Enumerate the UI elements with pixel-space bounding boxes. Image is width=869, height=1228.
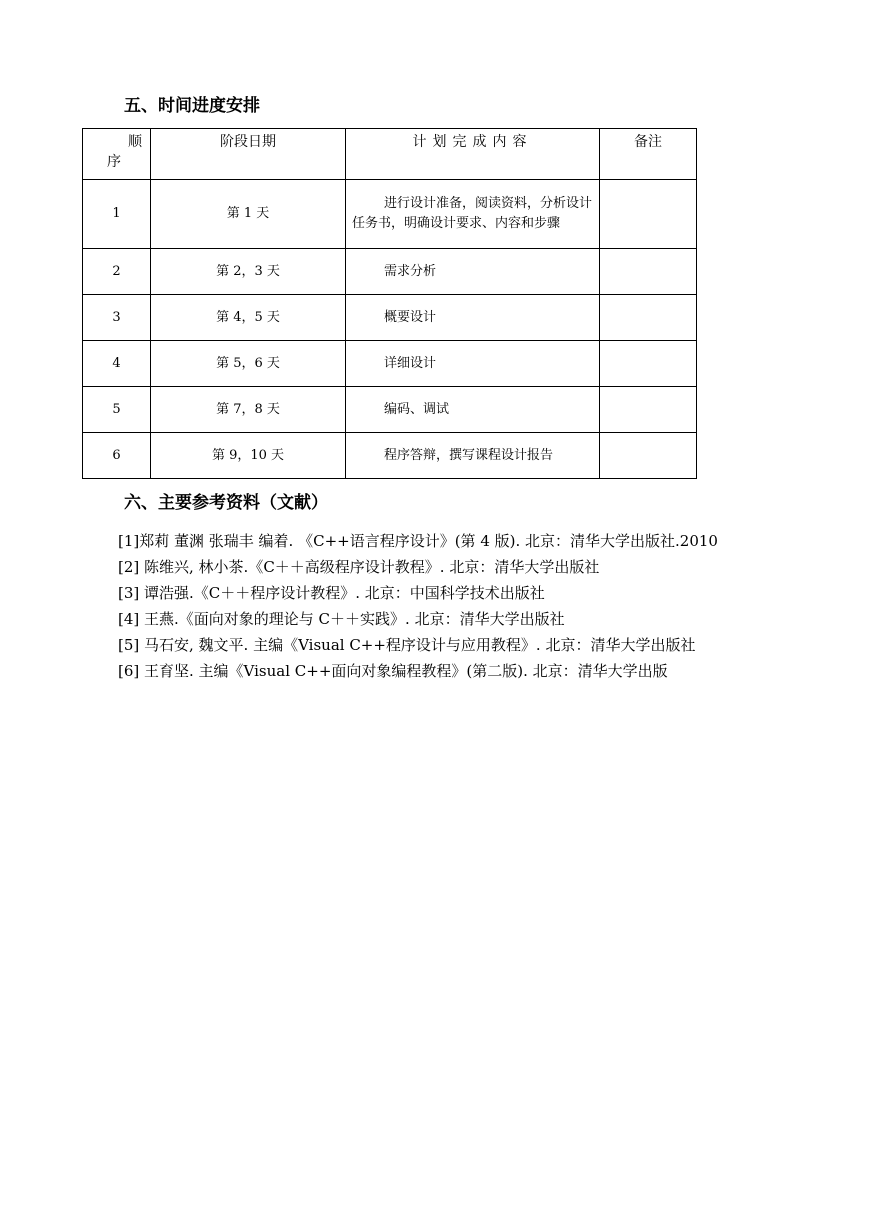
cell-date: 第 4，5 天 xyxy=(151,295,346,341)
cell-seq: 6 xyxy=(83,433,151,479)
cell-content: 编码、调试 xyxy=(346,387,600,433)
schedule-table xyxy=(82,128,697,479)
cell-seq: 3 xyxy=(83,295,151,341)
header-seq: 顺 序 xyxy=(83,129,151,180)
header-date: 阶段日期 xyxy=(151,129,346,180)
cell-note xyxy=(600,180,697,249)
table-row xyxy=(83,341,697,387)
reference-item: [1]郑莉 董渊 张瑞丰 编着. 《C++语言程序设计》(第 4 版). 北京：清华大学出版社.2010 xyxy=(118,532,718,550)
cell-date: 第 5，6 天 xyxy=(151,341,346,387)
reference-item: [6] 王育坚. 主编《Visual C++面向对象编程教程》(第二版). 北京：清华大学出版 xyxy=(118,662,668,680)
cell-content: 概要设计 xyxy=(346,295,600,341)
reference-item: [5] 马石安, 魏文平. 主编《Visual C++程序设计与应用教程》. 北京：清华大学出版社 xyxy=(118,636,696,654)
cell-content: 程序答辩，撰写课程设计报告 xyxy=(346,433,600,479)
cell-seq: 1 xyxy=(83,180,151,249)
table-row xyxy=(83,295,697,341)
section-heading-schedule: 五、时间进度安排 xyxy=(124,96,260,116)
cell-content: 需求分析 xyxy=(346,249,600,295)
cell-date: 第 2，3 天 xyxy=(151,249,346,295)
cell-date: 第 7，8 天 xyxy=(151,387,346,433)
cell-note xyxy=(600,433,697,479)
reference-item: [2] 陈维兴, 林小茶.《C＋＋高级程序设计教程》. 北京：清华大学出版社 xyxy=(118,558,600,576)
cell-note xyxy=(600,295,697,341)
table-row xyxy=(83,180,697,249)
header-note: 备注 xyxy=(600,129,697,180)
reference-list xyxy=(82,528,774,684)
cell-date: 第 1 天 xyxy=(151,180,346,249)
cell-note xyxy=(600,341,697,387)
reference-item: [3] 谭浩强.《C＋＋程序设计教程》. 北京：中国科学技术出版社 xyxy=(118,584,545,602)
cell-content: 进行设计准备，阅读资料，分析设计任务书，明确设计要求、内容和步骤 xyxy=(346,180,600,249)
table-row xyxy=(83,433,697,479)
table-row xyxy=(83,387,697,433)
cell-note xyxy=(600,387,697,433)
reference-item: [4] 王燕.《面向对象的理论与 C＋＋实践》. 北京：清华大学出版社 xyxy=(118,610,565,628)
table-header-row xyxy=(83,129,697,180)
header-content: 计划完成内容 xyxy=(346,129,600,180)
cell-date: 第 9，10 天 xyxy=(151,433,346,479)
section-heading-references: 六、主要参考资料（文献） xyxy=(124,493,328,513)
cell-seq: 5 xyxy=(83,387,151,433)
cell-seq: 2 xyxy=(83,249,151,295)
cell-note xyxy=(600,249,697,295)
cell-seq: 4 xyxy=(83,341,151,387)
table-row xyxy=(83,249,697,295)
cell-content: 详细设计 xyxy=(346,341,600,387)
